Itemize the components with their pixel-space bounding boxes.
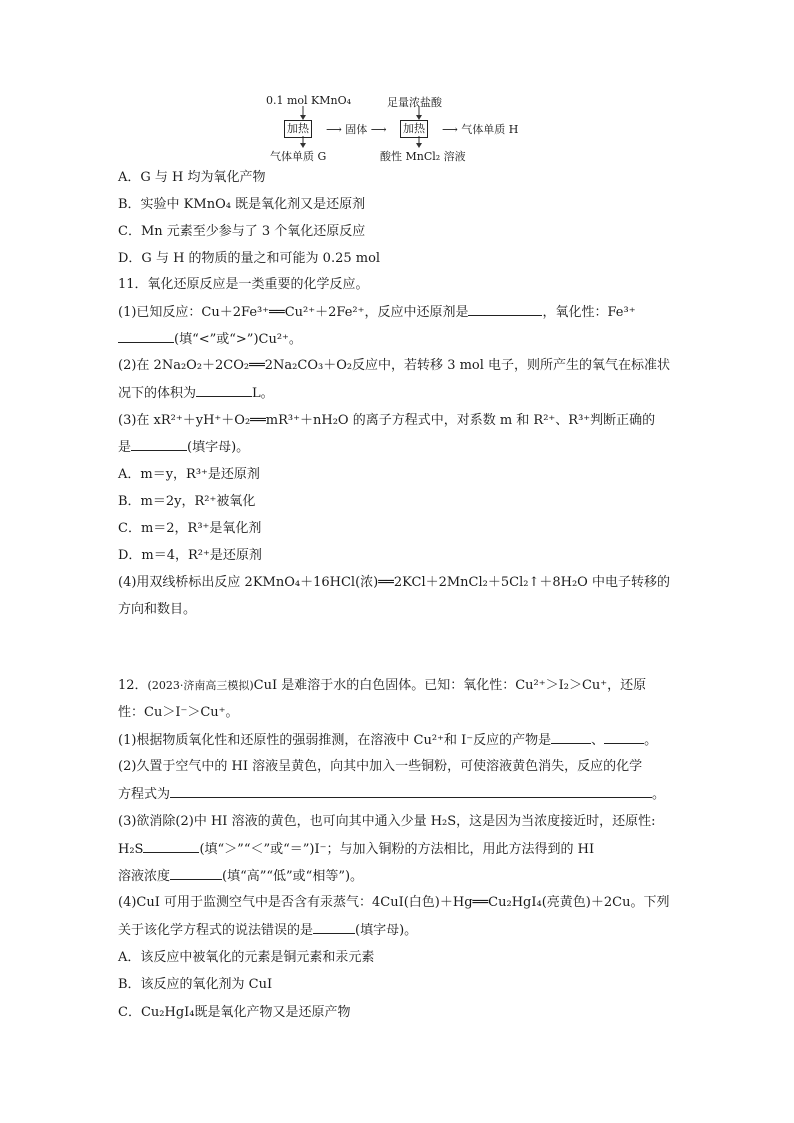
q12-part4-line1: (4)CuI 可用于监测空气中是否含有汞蒸气：4CuI(白色)＋Hg══Cu₂HgI₄(亮黄色)＋2Cu。下列	[118, 895, 670, 910]
q12-part4-text: 关于该化学方程式的说法错误的是	[118, 923, 314, 938]
q12-compare-blank[interactable]	[143, 839, 199, 853]
q12-part1	[118, 730, 657, 751]
reaction-flow-diagram	[262, 92, 562, 164]
q12-part3-text-c: (填“高”“低”或“相等”)。	[222, 869, 364, 884]
q11-part3-text-b: (填字母)。	[187, 440, 250, 455]
q12-error-choice-blank[interactable]	[313, 920, 355, 934]
q12-part2-line2	[118, 784, 665, 805]
q11-reducing-agent-blank[interactable]	[468, 302, 542, 316]
solid-arrow-label: ⟶ 固体 ⟶	[326, 123, 387, 136]
q11-part1-text-c: (填“<”或“>”)Cu²⁺。	[174, 332, 302, 347]
q12-concentration-label: 溶液浓度	[118, 869, 171, 884]
q12-h2s-label: H₂S	[118, 842, 144, 857]
q12-part4-text-b: (填字母)。	[355, 923, 418, 938]
q12-part3-line2	[118, 839, 594, 860]
q11-part1-text-b: ，氧化性：Fe³⁺	[542, 305, 636, 320]
q12-part1-sep: 、	[591, 733, 605, 748]
q11-part1-text: (1)已知反应：Cu＋2Fe³⁺══Cu²⁺＋2Fe²⁺，反应中还原剂是	[118, 305, 469, 320]
q11-part2-unit: L。	[252, 386, 274, 401]
q11-title: 11．氧化还原反应是一类重要的化学反应。	[118, 277, 369, 292]
q11-part4-line2: 方向和数目。	[118, 602, 197, 617]
q11-part2-line2	[118, 383, 274, 404]
q11-option-b: B．m＝2y，R²⁺被氧化	[118, 494, 256, 509]
q12-part1-end: 。	[644, 733, 658, 748]
q11-option-c: C．m＝2，R³⁺是氧化剂	[118, 521, 262, 536]
q11-oxidizing-compare-blank[interactable]	[118, 329, 174, 343]
q12-title-line1	[118, 676, 646, 696]
product-gas-g: 气体单质 G	[270, 150, 327, 163]
q11-part2-line1: (2)在 2Na₂O₂＋2CO₂══2Na₂CO₃＋O₂反应中，若转移 3 mol 电子，则所产生的氧气在标准状	[118, 358, 671, 373]
q11-option-d: D．m＝4，R²⁺是还原剂	[118, 548, 262, 563]
product-mncl2: 酸性 MnCl₂ 溶液	[380, 150, 466, 163]
q12-product-blank-1[interactable]	[551, 730, 591, 744]
q11-choice-blank[interactable]	[131, 437, 187, 451]
q11-volume-blank[interactable]	[196, 383, 252, 397]
q12-part4-line2	[118, 920, 417, 941]
q11-part2-text: 况下的体积为	[118, 386, 197, 401]
q12-title-text: CuI 是难溶于水的白色固体。已知：氧化性：Cu²⁺＞I₂＞Cu⁺，还原	[253, 678, 647, 693]
product-gas-h: ⟶ 气体单质 H	[442, 123, 519, 136]
q11-part1-line2	[118, 329, 302, 350]
q11-part1-line1	[118, 302, 636, 323]
q11-option-a: A．m＝y，R³⁺是还原剂	[118, 467, 260, 482]
q11-part3-text: 是	[118, 440, 132, 455]
q12-part3-line1: (3)欲消除(2)中 HI 溶液的黄色，也可向其中通入少量 H₂S，这是因为当浓度接近时，还原性:	[118, 814, 656, 829]
q12-product-blank-2[interactable]	[604, 730, 644, 744]
reagent-kmno4: 0.1 mol KMnO₄	[266, 94, 352, 107]
q10-option-c: C．Mn 元素至少参与了 3 个氧化还原反应	[118, 224, 366, 239]
q12-option-b: B．该反应的氧化剂为 CuI	[118, 977, 273, 992]
q12-part3-text-b: (填“＞”“＜”或“＝”)I⁻；与加入铜粉的方法相比，用此方法得到的 HI	[199, 842, 595, 857]
q10-option-d: D．G 与 H 的物质的量之和可能为 0.25 mol	[118, 251, 381, 266]
q12-source: (2023·济南高三模拟)	[147, 679, 254, 692]
q11-part4-line1: (4)用双线桥标出反应 2KMnO₄＋16HCl(浓)══2KCl＋2MnCl₂＋5Cl₂↑＋8H₂O 中电子转移的	[118, 575, 670, 590]
q12-equation-blank[interactable]	[170, 784, 652, 798]
q10-option-b: B．实验中 KMnO₄ 既是氧化剂又是还原剂	[118, 197, 366, 212]
reagent-hcl: 足量浓盐酸	[387, 96, 442, 109]
q12-part2-line1: (2)久置于空气中的 HI 溶液呈黄色，向其中加入一些铜粉，可使溶液黄色消失，反应的化学	[118, 759, 643, 774]
q12-part2-end: 。	[652, 787, 666, 802]
q12-option-a: A．该反应中被氧化的元素是铜元素和汞元素	[118, 950, 375, 965]
q12-part2-text: 方程式为	[118, 787, 171, 802]
q10-option-a: A．G 与 H 均为氧化产物	[118, 170, 266, 185]
heat-box-1: 加热	[284, 120, 312, 138]
q11-part3-line2	[118, 437, 249, 458]
q12-number: 12．	[118, 678, 148, 693]
q12-part1-text: (1)根据物质氧化性和还原性的强弱推测，在溶液中 Cu²⁺和 I⁻反应的产物是	[118, 733, 552, 748]
q12-part3-line3	[118, 866, 363, 887]
q12-concentration-blank[interactable]	[170, 866, 222, 880]
q11-part3-line1: (3)在 xR²⁺＋yH⁺＋O₂══mR³⁺＋nH₂O 的离子方程式中，对系数 m 和 R²⁺、R³⁺判断正确的	[118, 413, 656, 428]
q12-title-line2: 性：Cu＞I⁻＞Cu⁺。	[118, 705, 239, 720]
heat-box-2: 加热	[400, 120, 428, 138]
q12-option-c: C．Cu₂HgI₄既是氧化产物又是还原产物	[118, 1005, 351, 1020]
